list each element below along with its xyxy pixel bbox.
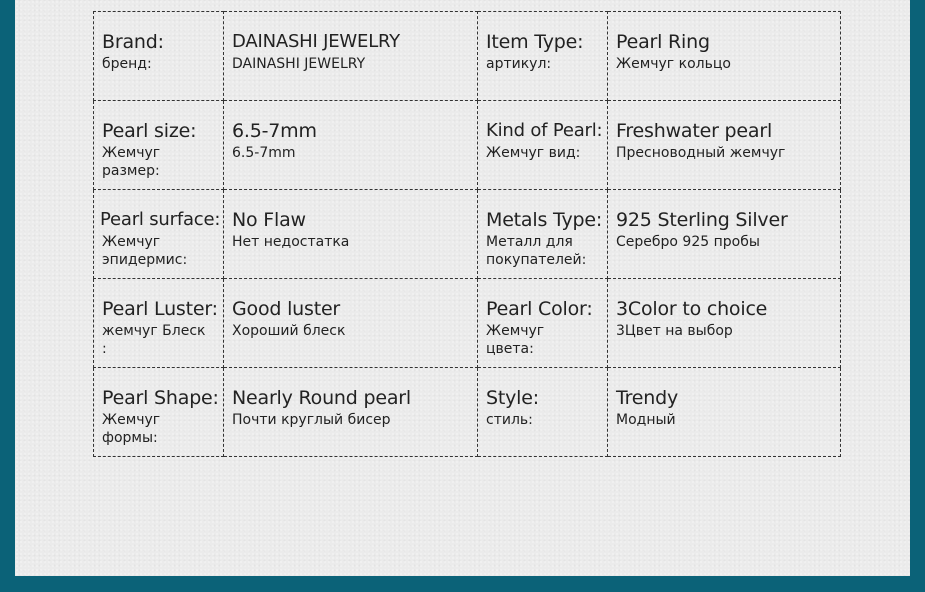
value-ru: Жемчуг кольцо	[616, 56, 731, 72]
value-en: Nearly Round pearl	[232, 387, 411, 409]
value-en: 925 Sterling Silver	[616, 209, 788, 231]
spec-value-pearl-luster	[224, 279, 478, 368]
label-en: Pearl surface:	[100, 209, 221, 230]
table-row	[94, 12, 841, 101]
table-row	[94, 368, 841, 457]
value-en: DAINASHI JEWELRY	[232, 31, 400, 52]
value-ru: Серебро 925 пробы	[616, 234, 760, 250]
spec-label-pearl-luster	[94, 279, 224, 368]
spec-value-pearl-color	[608, 279, 841, 368]
label-ru: Жемчуг вид:	[486, 145, 581, 161]
value-en: 3Color to choice	[616, 298, 768, 320]
label-en: Metals Type:	[486, 209, 603, 231]
spec-value-brand	[224, 12, 478, 101]
label-en: Pearl Shape:	[102, 387, 219, 409]
spec-value-style	[608, 368, 841, 457]
spec-label-pearl-color	[478, 279, 608, 368]
spec-label-item-type	[478, 12, 608, 101]
value-ru: Почти круглый бисер	[232, 412, 391, 428]
spec-value-metals-type	[608, 190, 841, 279]
label-ru: Жемчуг цвета:	[486, 323, 545, 357]
value-ru: Нет недостатка	[232, 234, 350, 250]
value-ru: Хороший блеск	[232, 323, 346, 339]
label-en: Pearl size:	[102, 120, 197, 142]
table-row	[94, 101, 841, 190]
spec-value-kind-of-pearl	[608, 101, 841, 190]
label-ru: Жемчуг эпидермис:	[102, 234, 188, 268]
label-en: Pearl Color:	[486, 298, 593, 320]
value-en: No Flaw	[232, 209, 306, 231]
spec-label-style	[478, 368, 608, 457]
label-ru: артикул:	[486, 56, 552, 72]
value-ru: 3Цвет на выбор	[616, 323, 733, 339]
table-row	[94, 279, 841, 368]
label-en: Brand:	[102, 31, 164, 53]
label-ru: бренд:	[102, 56, 152, 72]
spec-label-metals-type	[478, 190, 608, 279]
label-ru: жемчуг Блеск :	[102, 323, 206, 357]
label-ru: стиль:	[486, 412, 533, 428]
spec-value-pearl-shape	[224, 368, 478, 457]
spec-value-pearl-surface	[224, 190, 478, 279]
label-en: Item Type:	[486, 31, 584, 53]
label-ru: Жемчуг размер:	[102, 145, 161, 179]
value-en: Good luster	[232, 298, 341, 320]
table-row	[94, 190, 841, 279]
spec-label-pearl-surface	[94, 190, 224, 279]
label-en: Style:	[486, 387, 539, 409]
spec-label-pearl-shape	[94, 368, 224, 457]
value-en: Freshwater pearl	[616, 120, 773, 142]
value-en: 6.5-7mm	[232, 120, 317, 142]
label-ru: Жемчуг формы:	[102, 412, 161, 446]
spec-value-item-type	[608, 12, 841, 101]
spec-label-pearl-size	[94, 101, 224, 190]
spec-label-kind-of-pearl	[478, 101, 608, 190]
spec-label-brand	[94, 12, 224, 101]
value-ru: Пресноводный жемчуг	[616, 145, 786, 161]
value-ru: Модный	[616, 412, 676, 428]
spec-value-pearl-size	[224, 101, 478, 190]
value-en: Pearl Ring	[616, 31, 710, 53]
label-en: Kind of Pearl:	[486, 120, 603, 141]
product-spec-table	[93, 11, 841, 457]
value-en: Trendy	[616, 387, 679, 409]
spec-panel	[15, 0, 910, 576]
value-ru: DAINASHI JEWELRY	[232, 56, 366, 72]
label-ru: Металл для покупателей:	[486, 234, 587, 268]
label-en: Pearl Luster:	[102, 298, 218, 320]
value-ru: 6.5-7mm	[232, 145, 296, 161]
